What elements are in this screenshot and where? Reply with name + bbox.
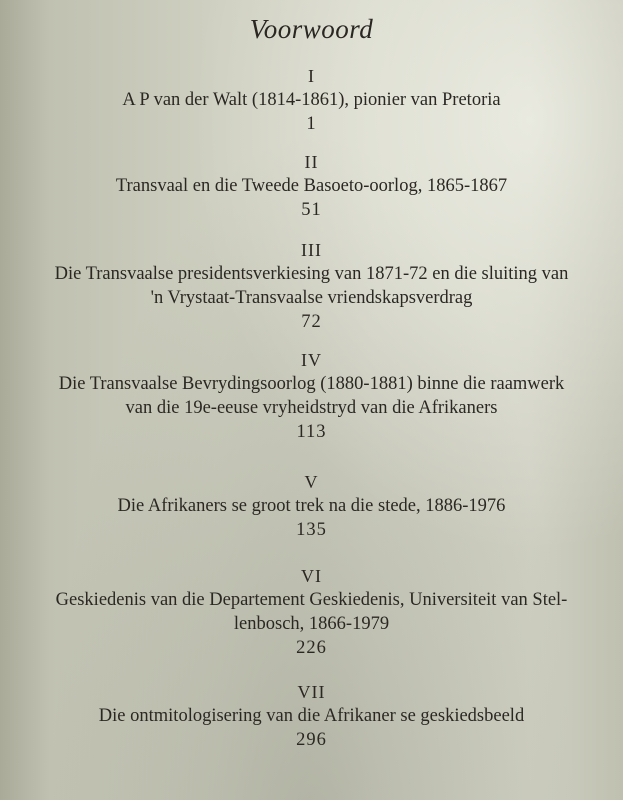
chapter-numeral: V <box>304 472 319 492</box>
chapter-title-line-1: Geskiedenis van die Departement Geskiedenis, Universiteit van Stel- <box>55 590 568 610</box>
chapter-numeral: III <box>301 240 322 260</box>
chapter-numeral: II <box>304 152 319 172</box>
toc-entry-7 <box>0 680 623 752</box>
chapter-page-number: 226 <box>296 638 327 658</box>
chapter-title-line-1: Die Transvaalse presidentsverkiesing van 1871-72 en die sluiting van <box>54 264 569 284</box>
chapter-title: Transvaal en die Tweede Basoeto-oorlog, 1865-1867 <box>115 176 508 196</box>
toc-entry-5 <box>0 470 623 542</box>
chapter-numeral: IV <box>301 350 322 370</box>
chapter-title-line-2: lenbosch, 1866-1979 <box>233 614 390 634</box>
toc-entry-4 <box>0 348 623 444</box>
chapter-title: Die ontmitologisering van die Afrikaner se geskiedsbeeld <box>98 706 525 726</box>
chapter-page-number: 113 <box>296 422 327 442</box>
page-title: Voorwoord <box>249 14 374 44</box>
chapter-title-line-1: Die Transvaalse Bevrydingsoorlog (1880-1881) binne die raamwerk <box>58 374 565 394</box>
chapter-numeral: I <box>308 66 315 86</box>
chapter-page-number: 51 <box>301 200 322 220</box>
toc-entry-1 <box>0 64 623 136</box>
toc-entry-6 <box>0 564 623 660</box>
chapter-numeral: VI <box>301 566 322 586</box>
toc-entry-2 <box>0 150 623 222</box>
chapter-numeral: VII <box>297 682 326 702</box>
chapter-page-number: 1 <box>306 114 317 134</box>
chapter-page-number: 135 <box>296 520 327 540</box>
chapter-title-line-2: van die 19e-eeuse vryheidstryd van die Afrikaners <box>125 398 498 418</box>
chapter-title: Die Afrikaners se groot trek na die stede, 1886-1976 <box>117 496 506 516</box>
chapter-title-line-2: 'n Vrystaat-Transvaalse vriendskapsverdrag <box>150 288 473 308</box>
toc-entry-3 <box>0 238 623 334</box>
chapter-page-number: 296 <box>296 730 327 750</box>
chapter-page-number: 72 <box>301 312 322 332</box>
chapter-title: A P van der Walt (1814-1861), pionier van Pretoria <box>122 90 501 110</box>
